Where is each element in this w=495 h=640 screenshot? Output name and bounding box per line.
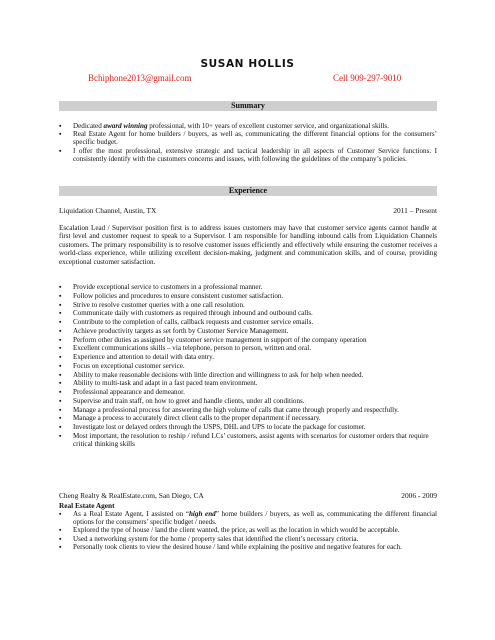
summary-list <box>59 122 437 163</box>
phone-number: Cell 909-297-9010 <box>333 73 402 83</box>
duty-bullet: ▪ Ability to make reasonable decisions with little direction and willingness to ask for help when needed. <box>59 371 437 379</box>
duty-bullet: ▪ Provide exceptional service to customers in a professional manner. <box>59 283 437 291</box>
job-duties-list <box>59 510 437 551</box>
duty-bullet: ▪ Supervise and train staff, on how to greet and handle clients, under all conditions. <box>59 397 437 405</box>
job-description: Escalation Lead / Supervisor position first is to address issues customers may have that customer service agents cannot handle at first level and customer request to speak to a Supervisor. I am responsible for handling inbound calls from Liquidation Channels customers. The primary responsibility is to resolve customer issues efficiently and effectively while ensuring the customer receives a world-class experience, while utilizing excellent decision-making, judgment and communication skills, and of course, providing exceptional customer satisfaction. <box>59 224 437 266</box>
duty-bullet: ▪ Follow policies and procedures to ensure consistent customer satisfaction. <box>59 292 437 300</box>
duty-bullet: ▪ Achieve productivity targets as set forth by Customer Service Management. <box>59 327 437 335</box>
duty-bullet: ▪ Used a networking system for the home / property sales that identified the client’s necessary criteria. <box>59 535 437 543</box>
duty-bullet: ▪ Contribute to the completion of calls, callback requests and customer service emails. <box>59 318 437 326</box>
email-link[interactable]: Bchiphone2013@gmail.com <box>88 73 192 83</box>
duty-bullet: ▪ As a Real Estate Agent, I assisted on “high end” home builders / buyers, as well as, communicating the different financial options for the consumers’ specific budget / needs. <box>59 510 437 526</box>
duty-bullet: ▪ Perform other duties as assigned by customer service management in support of the company operation <box>59 336 437 344</box>
duty-bullet: ▪ Manage a process to accurately direct client calls to the proper department if necessary. <box>59 414 437 422</box>
duty-bullet: ▪ Most important, the resolution to reship / refund LCs’ customers, assist agents with scenarios for customer orders that require critical thinking skills <box>59 432 437 449</box>
job-company: Liquidation Channel, Austin, TX <box>59 206 157 215</box>
job-dates: 2011 – Present <box>393 206 437 215</box>
summary-bullet: ▪ Real Estate Agent for home builders / buyers, as well as, communicating the different financial options for the consumers’ specific budget. <box>59 130 437 146</box>
duty-bullet: ▪ Professional appearance and demeanor. <box>59 388 437 396</box>
job-header <box>59 206 437 215</box>
job-role: Real Estate Agent <box>59 501 115 510</box>
duty-bullet: ▪ Strive to resolve customer queries with a one call resolution. <box>59 301 437 309</box>
duty-bullet: ▪ Explored the type of house / land the client wanted, the price, as well as the location in which would be acceptable. <box>59 526 437 534</box>
summary-bullet: ▪ Dedicated award winning professional, with 10+ years of excellent customer service, and organizational skills. <box>59 122 437 130</box>
duty-bullet: ▪ Manage a professional process for answering the high volume of calls that came through properly and respectfully. <box>59 406 437 414</box>
summary-bullet: ▪ I offer the most professional, extensive strategic and tactical leadership in all aspects of Customer Service functions. I consistently identify with the customers concerns and issues, with following the guidelines of the company’s policies. <box>59 147 437 163</box>
experience-heading: Experience <box>59 186 437 196</box>
duty-bullet: ▪ Excellent communications skills – via telephone, person to person, written and oral. <box>59 344 437 352</box>
duty-bullet: ▪ Investigate lost or delayed orders through the USPS, DHL and UPS to locate the package for customer. <box>59 423 437 431</box>
job-header <box>59 491 437 500</box>
duty-bullet: ▪ Experience and attention to detail with data entry. <box>59 353 437 361</box>
duty-bullet: ▪ Communicate daily with customers as required through inbound and outbound calls. <box>59 309 437 317</box>
summary-heading: Summary <box>59 101 437 111</box>
job-dates: 2006 - 2009 <box>401 491 437 500</box>
job-duties-list <box>59 283 437 449</box>
candidate-name: SUSAN HOLLIS <box>200 58 295 70</box>
duty-bullet: ▪ Personally took clients to view the desired house / land while explaining the positive and negative features for each. <box>59 543 437 551</box>
duty-bullet: ▪ Focus on exceptional customer service. <box>59 362 437 370</box>
duty-bullet: ▪ Ability to multi-task and adapt in a fast paced team environment. <box>59 379 437 387</box>
job-company: Cheng Realty & RealEstate.com, San Diego, CA <box>59 491 204 500</box>
